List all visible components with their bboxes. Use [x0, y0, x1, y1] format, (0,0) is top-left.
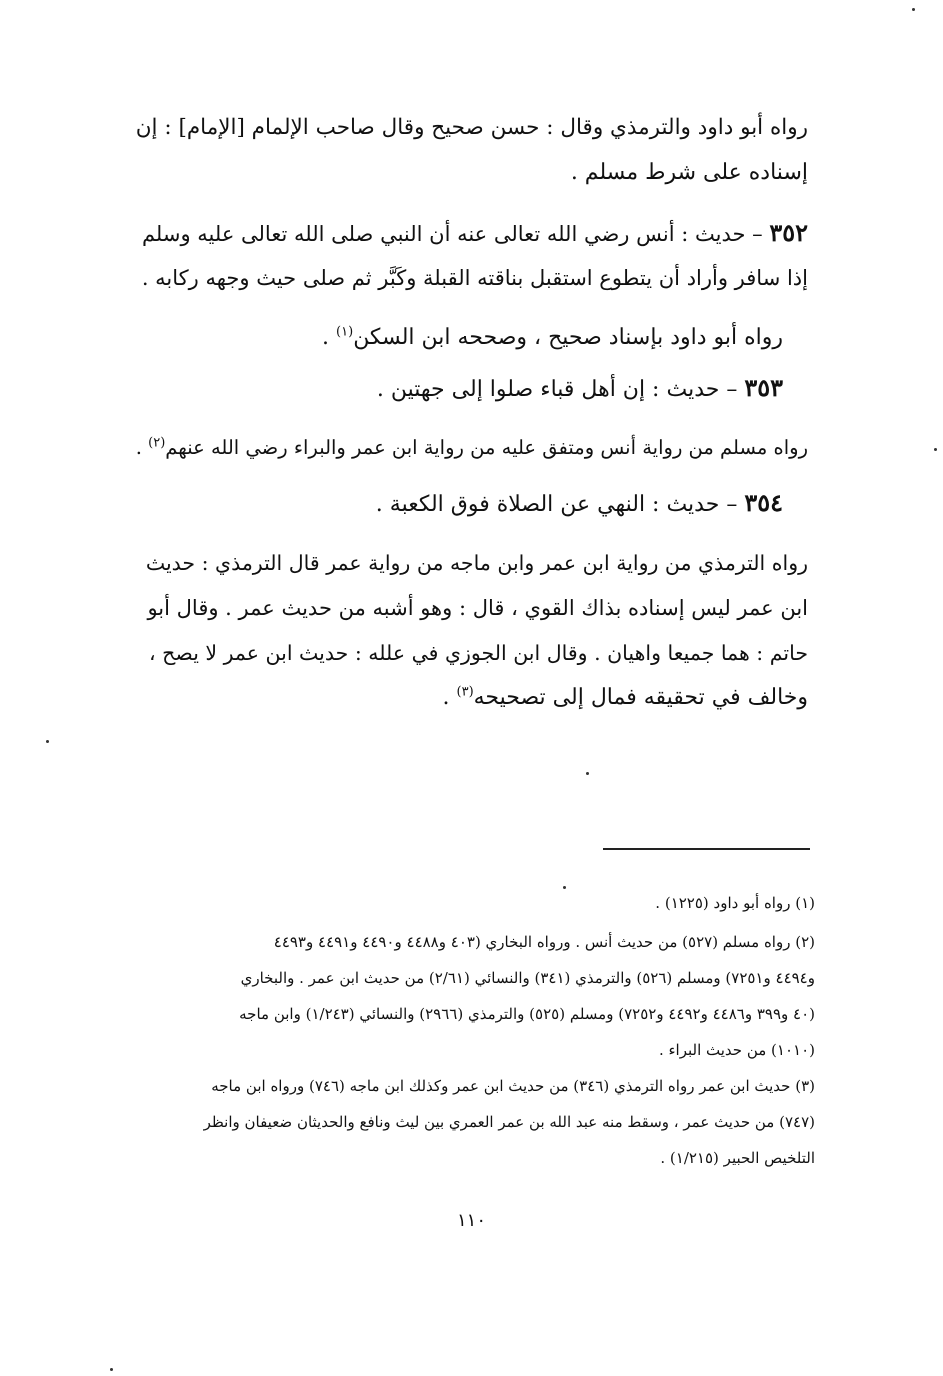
paragraph-line: رواه أبو داود والترمذي وقال : حسن صحيح وقال صاحب الإلمام [الإمام] : إن: [135, 115, 808, 140]
takhrij-text: رواه مسلم من رواية أنس ومتفق عليه من رواية ابن عمر والبراء رضي الله عنهم: [165, 436, 808, 459]
paragraph-line: ابن عمر ليس إسناده بذاك القوي ، قال : وهو أشبه من حديث عمر . وقال أبو: [147, 596, 808, 620]
takhrij-353: [136, 432, 808, 464]
hadith-text: – حديث : النهي عن الصلاة فوق الكعبة .: [375, 492, 738, 517]
paragraph-line: حاتم : هما جميعا واهيان . وقال ابن الجوزي في علله : حديث ابن عمر لا يصح ،: [149, 641, 808, 665]
hadith-number: ٣٥٣: [744, 373, 783, 402]
scan-speck: [934, 448, 937, 451]
scan-speck: [563, 886, 566, 889]
footnote-1: (١) رواه أبو داود (١٢٢٥) .: [655, 894, 815, 912]
footnote-3-line: (٧٤٧) من حديث عمر ، وسقط منه عبد الله بن عمر العمري بين ليث ونافع والحديثان ضعيفان وانظر: [203, 1113, 815, 1131]
paragraph-text: وخالف في تحقيقه فمال إلى تصحيحه: [473, 685, 808, 710]
scan-speck: [586, 772, 589, 775]
takhrij-text: رواه أبو داود بإسناد صحيح ، وصححه ابن السكن: [353, 325, 783, 350]
footnote-2-line: (٢) رواه مسلم (٥٢٧) من حديث أنس . ورواه البخاري (٤٠٣ و٤٤٨٨ و٤٤٩٠ و٤٤٩١ و٤٤٩٣: [273, 933, 815, 951]
footnote-2-line: (١٠١٠) من حديث البراء .: [658, 1041, 815, 1059]
footnote-2-line: و٤٤٩٤ و٧٢٥١) ومسلم (٥٢٦) والترمذي (٣٤١) والنسائي (٢/٦١) من حديث ابن عمر . والبخاري: [240, 969, 815, 987]
hadith-line: إذا سافر وأراد أن يتطوع استقبل بناقته القبلة وكَبَّر ثم صلى حيث وجهه ركابه .: [141, 266, 808, 290]
footnote-ref[interactable]: (٣): [456, 684, 474, 700]
page-number: ١١٠: [456, 1210, 486, 1231]
scan-speck: [110, 1368, 113, 1371]
scan-speck: [912, 8, 915, 11]
sentence-end: .: [442, 685, 457, 710]
paragraph-line: [443, 682, 809, 714]
hadith-number: ٣٥٢: [769, 218, 808, 247]
footnote-ref[interactable]: (٢): [148, 435, 166, 451]
hadith-354-heading: [376, 487, 783, 521]
footnote-separator: [603, 848, 810, 850]
scan-speck: [46, 740, 49, 743]
sentence-end: .: [135, 436, 149, 459]
hadith-352-heading: [135, 217, 808, 250]
sentence-end: .: [322, 325, 337, 350]
hadith-text: – حديث : أنس رضي الله تعالى عنه أن النبي صلى الله تعالى عليه وسلم: [141, 222, 763, 246]
hadith-353-heading: [377, 372, 783, 406]
footnote-2-line: (٤٠ و٣٩٩ و٤٤٨٦ و٤٤٩٢ و٧٢٥٢) ومسلم (٥٢٥) والترمذي (٢٩٦٦) والنسائي (١/٢٤٣) وابن ماجه: [239, 1005, 815, 1023]
paragraph-line: رواه الترمذي من رواية ابن عمر وابن ماجه من رواية عمر قال الترمذي : حديث: [145, 551, 808, 575]
hadith-number: ٣٥٤: [744, 488, 783, 517]
hadith-text: – حديث : إن أهل قباء صلوا إلى جهتين .: [376, 377, 738, 402]
footnote-ref[interactable]: (١): [336, 324, 354, 340]
takhrij-352: [322, 322, 783, 354]
paragraph-line: إسناده على شرط مسلم .: [570, 160, 808, 185]
footnote-3-line: (٣) حديث ابن عمر رواه الترمذي (٣٤٦) من حديث ابن عمر وكذلك ابن ماجه (٧٤٦) ورواه ابن ماجه: [211, 1077, 815, 1095]
footnote-3-line: التلخيص الحبير (١/٢١٥) .: [660, 1149, 815, 1167]
